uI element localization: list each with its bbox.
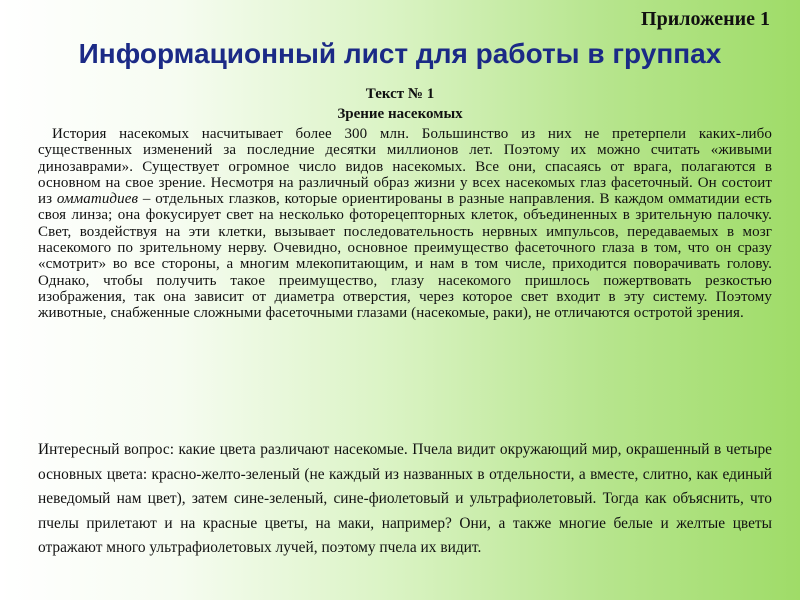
text-title: Зрение насекомых xyxy=(337,106,463,122)
paragraph-1-text xyxy=(38,126,772,322)
paragraph-1 xyxy=(38,126,772,322)
paragraph-1-part-1: История насекомых насчитывает более 300 млн. Большинство из них не претерпели каких-либо существенных изменений за последние десятки миллионов лет. Поэтому их можно считать «живыми динозаврами». Существует огромное число видов насекомых. Все они, спасаясь от врага, полагаются в основном на свое зрение. Несмотря на различный образ жизни у всех насекомых глаз фасеточный. Он состоит из xyxy=(38,126,772,208)
appendix-label: Приложение 1 xyxy=(641,8,770,30)
paragraph-2 xyxy=(38,438,772,561)
page-title: Информационный лист для работы в группах xyxy=(78,38,722,69)
term-ommatidia: омматидиев xyxy=(56,191,139,208)
paragraph-1-part-2: – отдельных глазков, которые ориентированы в разные направления. В каждом омматидии есть своя линза; она фокусирует свет на несколько фоторецепторных клеток, объединенных в зрительную палочку. Свет, воздействуя на эти клетки, вызывает последовательность нервных импульсов, передаваемых в мозг насекомого по зрительному нерву. Очевидно, основное преимущество фасеточного глаза в том, что он сразу «смотрит» во все стороны, а многим млекопитающим, и нам в том числе, приходится поворачивать голову. Однако, чтобы получить такое преимущество, глазу насекомого пришлось пожертвовать резкостью изображения, так она зависит от диаметра отверстия, через которое свет входит в эту систему. Поэтому животные, снабженные сложными фасеточными глазами (насекомые, раки), не отличаются остротой зрения. xyxy=(38,191,772,322)
paragraph-2-text: Интересный вопрос: какие цвета различают насекомые. Пчела видит окружающий мир, окрашенный в четыре основных цвета: красно-желто-зеленый (не каждый из названных в отдельности, а вместе, слитно, как единый неведомый нам цвет), затем сине-зеленый, сине-фиолетовый и ультрафиолетовый. Тогда как объяснить, что пчелы прилетают и на красные цветы, на маки, например? Они, а также многие белые и желтые цветы отражают много ультрафиолетовых лучей, поэтому пчела их видит. xyxy=(38,441,772,557)
text-number: Текст № 1 xyxy=(365,86,435,102)
